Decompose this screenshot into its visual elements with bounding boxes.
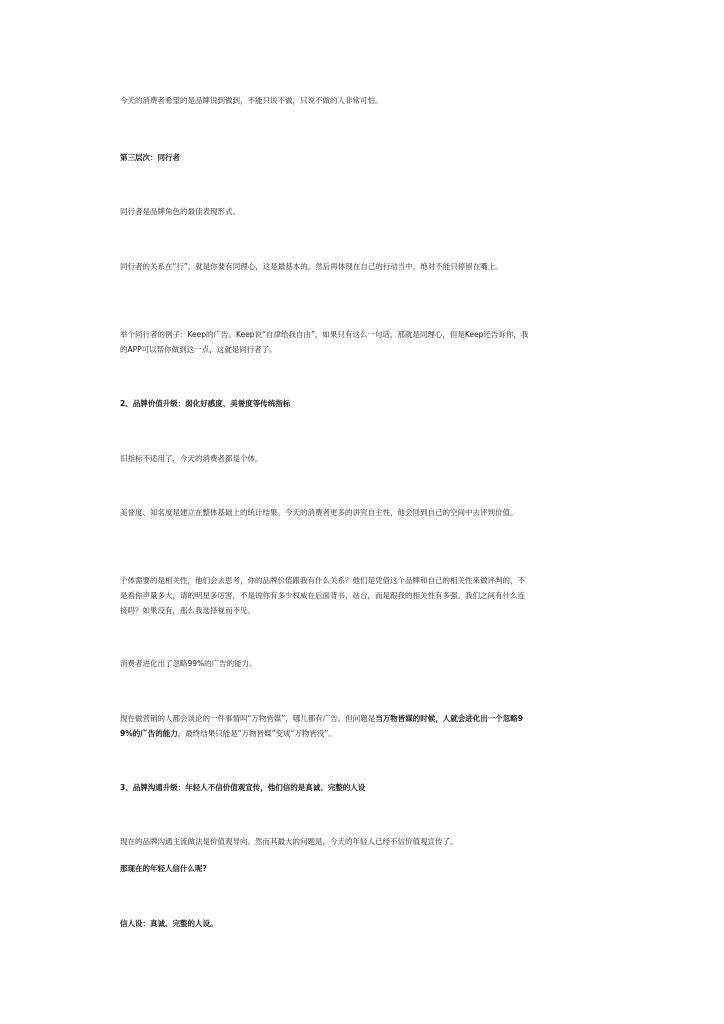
paragraph: 同行者的关系在“行”，就是你要有同理心，这是最基本的，然后再体现在自己的行动当中，绝对不能只停留在嘴上。	[120, 262, 503, 271]
emphasis-text: 当万物皆媒的时候，人就会进化出一个忽略99%的广告的能力	[120, 714, 523, 738]
paragraph: 旧指标不适用了，今天的消费者都是个体。	[120, 454, 263, 463]
paragraph: 举个同行者的例子：Keep的广告。Keep说“自律给我自由”，如果只有这么一句话，那就是同理心，但是Keep还告诉你，我的APP可以帮你做到这一点，这就是同行者了。	[120, 330, 529, 354]
paragraph: 个体需要的是相关性，他们会去思考，你的品牌价值跟我有什么关系？他们是凭借这个品牌和自己的相关性来做评判的，不是看你声量多大，请的明星多厉害，不是说你有多少权威在后面背书、站台，而是跟我的相关性有多强。我们之间有什么连接吗？如果没有，那么我选择视而不见。	[120, 576, 525, 615]
bold-paragraph: 那现在的年轻人信什么呢?	[120, 864, 207, 873]
section-heading: 2、品牌价值升级：弱化好感度、美誉度等传统指标	[120, 399, 291, 408]
paragraph-text: 现在做营销的人都会谈论的一件事情叫“万物皆媒”，哪儿都有广告。但问题是	[120, 714, 376, 723]
bold-paragraph: 信人设：真诚、完整的人设。	[120, 919, 218, 928]
section-heading: 3、品牌沟通升级：年轻人不信价值观宣传，他们信的是真诚、完整的人设	[120, 783, 366, 792]
paragraph: 美誉度、知名度是建立在整体基础上的统计结果。今天的消费者更多的讲究自主性，他会回到自己的空间中去评判价值。	[120, 508, 518, 517]
paragraph: 今天的消费者希望的是品牌说到做到，不能只说不做，只说不做的人非常可怕。	[120, 96, 383, 105]
paragraph: 现在的品牌沟通主流做法是价值观导向。然而其最大的问题是，今天的年轻人已经不信价值观宣传了。	[120, 837, 458, 846]
paragraph-text: ，最终结果只能是“万物皆媒”变成“万物皆没”。	[177, 729, 336, 738]
paragraph-with-emphasis	[120, 711, 532, 741]
paragraph: 同行者是品牌角色的最佳表现形式。	[120, 207, 240, 216]
paragraph: 消费者进化出了忽略99%的广告的能力。	[120, 659, 257, 668]
section-heading: 第三层次：同行者	[120, 153, 180, 162]
